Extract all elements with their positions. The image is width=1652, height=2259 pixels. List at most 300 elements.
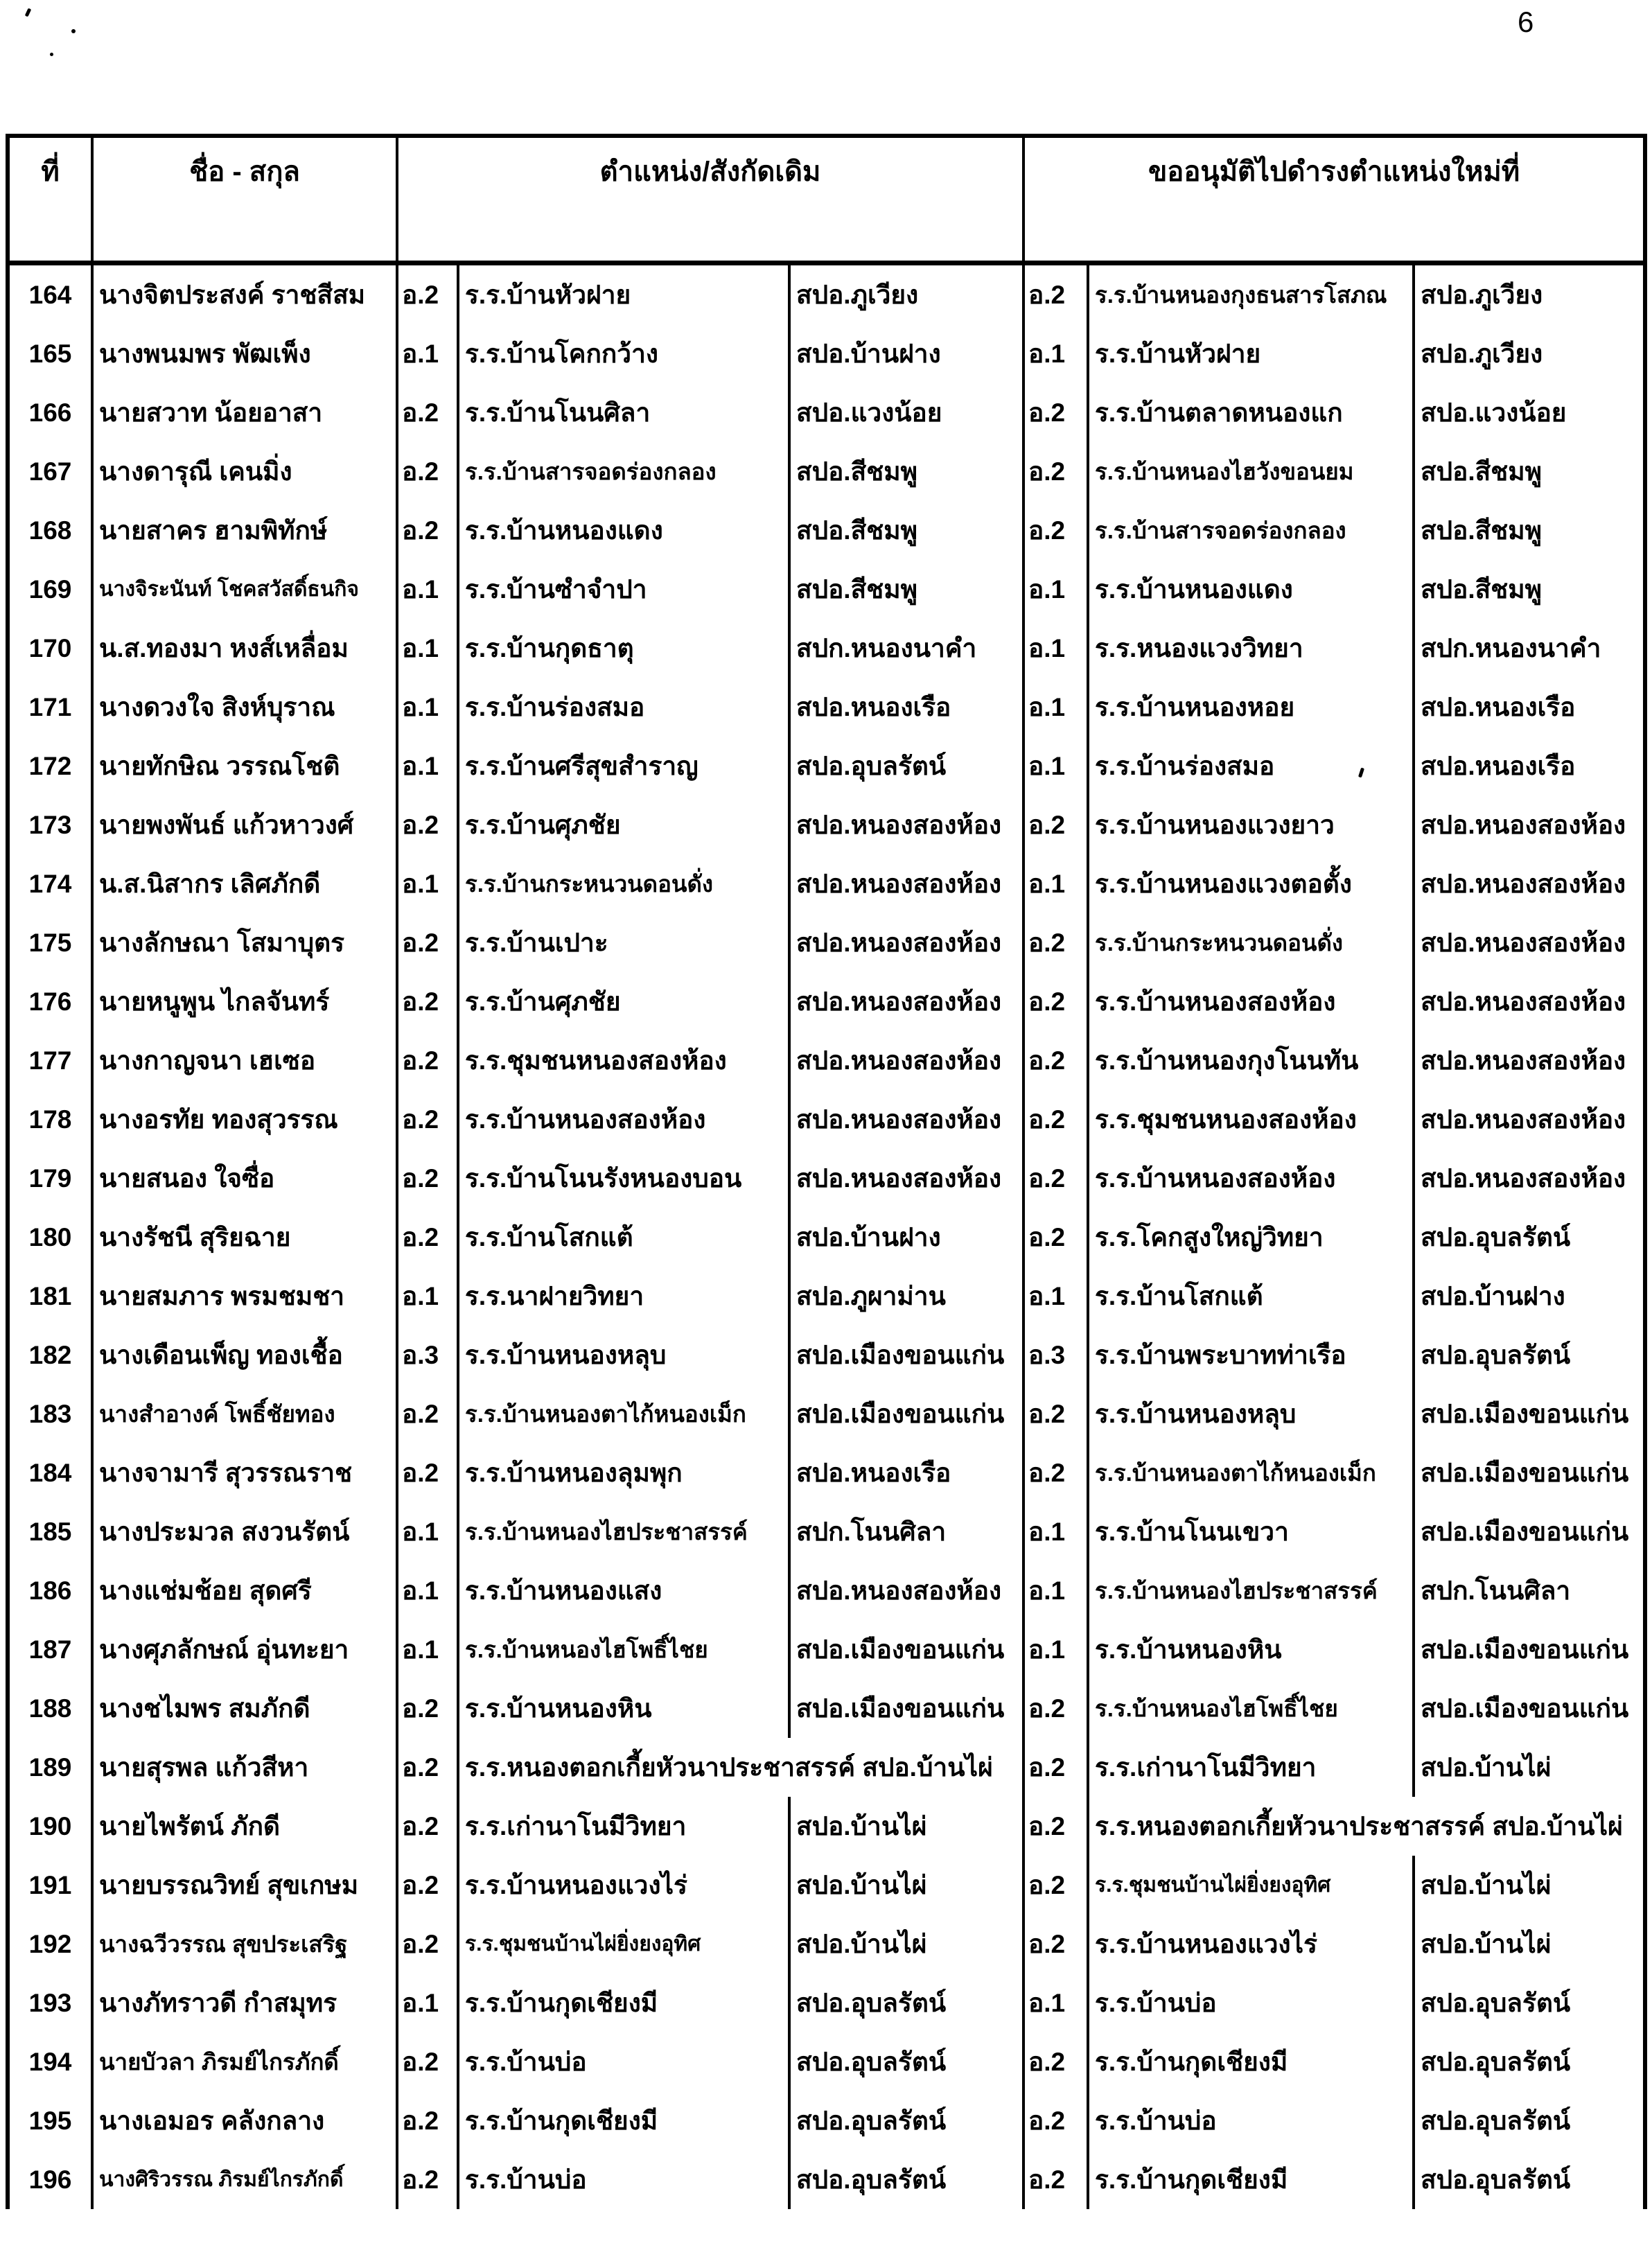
person-name: นางศุภลักษณ์ อุ่นทะยา <box>92 1620 397 1679</box>
new-level: อ.1 <box>1023 324 1088 383</box>
old-level: อ.2 <box>397 2032 458 2091</box>
old-district: สปอ.หนองสองห้อง <box>789 1090 1023 1149</box>
table-row <box>8 1915 1645 1974</box>
person-name: นางดารุณี เคนมิ่ง <box>92 442 397 501</box>
new-school: ร.ร.บ้านหนองหิน <box>1088 1620 1414 1679</box>
row-number: 174 <box>28 869 72 898</box>
new-level: อ.2 <box>1023 1385 1088 1443</box>
old-district: สปอ.หนองสองห้อง <box>789 972 1023 1031</box>
new-school: ร.ร.บ้านหนองไฮโพธิ์ไชย <box>1088 1679 1414 1738</box>
table-row <box>8 972 1645 1031</box>
old-district: สปอ.หนองสองห้อง <box>789 1031 1023 1090</box>
old-school: ร.ร.บ้านร่องสมอ <box>458 678 789 737</box>
new-level: อ.2 <box>1023 1797 1088 1856</box>
old-district: สปอ.เมืองขอนแก่น <box>789 1385 1023 1443</box>
row-number: 180 <box>28 1222 72 1251</box>
table-row <box>8 1797 1645 1856</box>
new-level: อ.1 <box>1023 678 1088 737</box>
new-district: สปอ.หนองเรือ <box>1414 678 1645 737</box>
old-level: อ.1 <box>397 560 458 619</box>
old-school: ร.ร.บ้านกุดเชียงมี <box>458 2091 789 2150</box>
row-number: 169 <box>28 574 72 604</box>
person-name: นางจิตประสงค์ ราชสีสม <box>92 263 397 325</box>
old-school: ร.ร.บ้านกระหนวนดอนดั่ง <box>458 854 789 913</box>
table-row <box>8 263 1645 325</box>
row-number: 187 <box>28 1635 72 1664</box>
new-district: สปอ.เมืองขอนแก่น <box>1414 1502 1645 1561</box>
old-district: สปอ.บ้านไผ่ <box>789 1856 1023 1915</box>
new-level: อ.2 <box>1023 442 1088 501</box>
old-district: สปอ.หนองสองห้อง <box>789 854 1023 913</box>
new-district: สปอ.อุบลรัตน์ <box>1414 2032 1645 2091</box>
new-school: ร.ร.บ้านหนองตาไก้หนองเม็ก <box>1088 1443 1414 1502</box>
row-number: 167 <box>28 457 72 486</box>
new-district: สปอ.เมืองขอนแก่น <box>1414 1385 1645 1443</box>
new-level: อ.2 <box>1023 1443 1088 1502</box>
new-school: ร.ร.เก่านาโนมีวิทยา <box>1088 1738 1414 1797</box>
new-school: ร.ร.บ้านหนองแวงตอตั้ง <box>1088 854 1414 913</box>
table-row <box>8 1679 1645 1738</box>
table-row <box>8 442 1645 501</box>
new-level: อ.2 <box>1023 1208 1088 1267</box>
new-school: ร.ร.บ้านหนองแดง <box>1088 560 1414 619</box>
old-level: อ.2 <box>397 972 458 1031</box>
person-name: นางเดือนเพ็ญ ทองเชื้อ <box>92 1326 397 1385</box>
old-district: สปอ.บ้านไผ่ <box>789 1915 1023 1974</box>
old-level: อ.1 <box>397 324 458 383</box>
new-school-district: ร.ร.หนองตอกเกี้ยหัวนาประชาสรรค์ สปอ.บ้านไผ่ <box>1088 1797 1645 1856</box>
old-district: สปอ.เมืองขอนแก่น <box>789 1326 1023 1385</box>
old-district: สปอ.เมืองขอนแก่น <box>789 1620 1023 1679</box>
old-level: อ.1 <box>397 854 458 913</box>
old-level: อ.2 <box>397 1031 458 1090</box>
old-district: สปอ.เมืองขอนแก่น <box>789 1679 1023 1738</box>
old-level: อ.2 <box>397 1090 458 1149</box>
new-district: สปอ.สีชมพู <box>1414 560 1645 619</box>
old-school: ร.ร.บ้านบ่อ <box>458 2150 789 2209</box>
old-level: อ.1 <box>397 1267 458 1326</box>
person-name: นางลักษณา โสมาบุตร <box>92 913 397 972</box>
old-level: อ.2 <box>397 1443 458 1502</box>
old-level: อ.2 <box>397 2150 458 2209</box>
table-row <box>8 1856 1645 1915</box>
old-district: สปอ.หนองสองห้อง <box>789 796 1023 854</box>
person-name: นายบัวลา ภิรมย์ไกรภักดิ์ <box>92 2032 397 2091</box>
new-school: ร.ร.บ้านสารจอดร่องกลอง <box>1088 501 1414 560</box>
row-number: 168 <box>28 516 72 545</box>
new-school: ร.ร.บ้านตลาดหนองแก <box>1088 383 1414 442</box>
table-row <box>8 1738 1645 1797</box>
new-school: ร.ร.บ้านกุดเชียงมี <box>1088 2150 1414 2209</box>
new-school: ร.ร.บ้านหนองสองห้อง <box>1088 972 1414 1031</box>
new-district: สปอ.หนองเรือ <box>1414 737 1645 796</box>
row-number: 181 <box>28 1281 72 1310</box>
new-level: อ.2 <box>1023 1856 1088 1915</box>
new-level: อ.2 <box>1023 1915 1088 1974</box>
person-name: นายสมภาร พรมชมชา <box>92 1267 397 1326</box>
old-level: อ.2 <box>397 2091 458 2150</box>
table-row <box>8 1443 1645 1502</box>
new-level: อ.2 <box>1023 263 1088 325</box>
old-school: ร.ร.บ้านเปาะ <box>458 913 789 972</box>
new-school: ร.ร.บ้านหนองกุงธนสารโสภณ <box>1088 263 1414 325</box>
table-row <box>8 1502 1645 1561</box>
new-district: สปอ.อุบลรัตน์ <box>1414 1974 1645 2032</box>
old-district: สปอ.หนองสองห้อง <box>789 1561 1023 1620</box>
new-level: อ.2 <box>1023 1738 1088 1797</box>
row-number: 196 <box>28 2165 72 2194</box>
row-number: 175 <box>28 928 72 957</box>
new-district: สปอ.หนองสองห้อง <box>1414 854 1645 913</box>
old-district: สปอ.อุบลรัตน์ <box>789 2150 1023 2209</box>
new-district: สปก.โนนศิลา <box>1414 1561 1645 1620</box>
new-level: อ.2 <box>1023 1679 1088 1738</box>
old-level: อ.2 <box>397 383 458 442</box>
old-level: อ.2 <box>397 1738 458 1797</box>
new-level: อ.1 <box>1023 1502 1088 1561</box>
old-school: ร.ร.บ้านโคกกว้าง <box>458 324 789 383</box>
header-new-position: ขออนุมัติไปดำรงตำแหน่งใหม่ที่ <box>1023 136 1645 263</box>
table-row <box>8 324 1645 383</box>
person-name: นางกาญจนา เฮเซอ <box>92 1031 397 1090</box>
person-name: นายพงพันธ์ แก้วหาวงศ์ <box>92 796 397 854</box>
table-row <box>8 560 1645 619</box>
table-row <box>8 913 1645 972</box>
new-school: ร.ร.บ้านโสกแต้ <box>1088 1267 1414 1326</box>
new-school: ร.ร.บ้านโนนเขวา <box>1088 1502 1414 1561</box>
new-school: ร.ร.บ้านกระหนวนดอนดั่ง <box>1088 913 1414 972</box>
row-number: 183 <box>28 1399 72 1428</box>
table-row <box>8 1267 1645 1326</box>
old-level: อ.2 <box>397 501 458 560</box>
new-school: ร.ร.บ้านร่องสมอ <box>1088 737 1414 796</box>
person-name: นายสุรพล แก้วสีหา <box>92 1738 397 1797</box>
old-school: ร.ร.บ้านโสกแต้ <box>458 1208 789 1267</box>
old-school: ร.ร.บ้านหนองหิน <box>458 1679 789 1738</box>
row-number: 194 <box>28 2047 72 2076</box>
new-school: ร.ร.บ้านหนองกุงโนนทัน <box>1088 1031 1414 1090</box>
person-name: นายสนอง ใจซื่อ <box>92 1149 397 1208</box>
old-school: ร.ร.ชุมชนบ้านไผ่ยิ่งยงอุทิศ <box>458 1915 789 1974</box>
new-district: สปอ.หนองสองห้อง <box>1414 972 1645 1031</box>
new-level: อ.2 <box>1023 1031 1088 1090</box>
table-row <box>8 2150 1645 2209</box>
table-header <box>8 136 1645 263</box>
new-school: ร.ร.บ้านกุดเชียงมี <box>1088 2032 1414 2091</box>
row-number: 170 <box>28 633 72 662</box>
new-school: ร.ร.บ้านบ่อ <box>1088 1974 1414 2032</box>
new-school: ร.ร.ชุมชนบ้านไผ่ยิ่งยงอุทิศ <box>1088 1856 1414 1915</box>
new-district: สปอ.เมืองขอนแก่น <box>1414 1443 1645 1502</box>
person-name: นางจิระนันท์ โชคสวัสดิ์ธนกิจ <box>92 560 397 619</box>
new-school: ร.ร.บ้านหนองไฮวังขอนยม <box>1088 442 1414 501</box>
table-row <box>8 854 1645 913</box>
new-level: อ.2 <box>1023 383 1088 442</box>
person-name: นางรัชนี สุริยฉาย <box>92 1208 397 1267</box>
old-level: อ.2 <box>397 1797 458 1856</box>
table-body <box>8 263 1645 2210</box>
row-number: 185 <box>28 1517 72 1546</box>
old-school: ร.ร.บ้านหนองไฮโพธิ์ไชย <box>458 1620 789 1679</box>
row-number: 193 <box>28 1988 72 2017</box>
row-number: 186 <box>28 1576 72 1605</box>
new-district: สปอ.ภูเวียง <box>1414 263 1645 325</box>
old-level: อ.3 <box>397 1326 458 1385</box>
table-row <box>8 1561 1645 1620</box>
old-school-district: ร.ร.หนองตอกเกี้ยหัวนาประชาสรรค์ สปอ.บ้านไผ่ <box>458 1738 1023 1797</box>
new-level: อ.1 <box>1023 1561 1088 1620</box>
old-district: สปอ.อุบลรัตน์ <box>789 2032 1023 2091</box>
new-district: สปอ.เมืองขอนแก่น <box>1414 1679 1645 1738</box>
new-school: ร.ร.บ้านหนองสองห้อง <box>1088 1149 1414 1208</box>
old-district: สปอ.ภูผาม่าน <box>789 1267 1023 1326</box>
new-school: ร.ร.ชุมชนหนองสองห้อง <box>1088 1090 1414 1149</box>
table-row <box>8 1090 1645 1149</box>
old-district: สปอ.บ้านฝาง <box>789 324 1023 383</box>
new-level: อ.1 <box>1023 560 1088 619</box>
old-school: ร.ร.บ้านหนองหลุบ <box>458 1326 789 1385</box>
old-district: สปก.โนนศิลา <box>789 1502 1023 1561</box>
person-name: นางดวงใจ สิงห์บุราณ <box>92 678 397 737</box>
page-number: 6 <box>1518 6 1534 38</box>
old-level: อ.2 <box>397 913 458 972</box>
old-district: สปอ.หนองสองห้อง <box>789 1149 1023 1208</box>
table-row <box>8 1031 1645 1090</box>
old-district: สปอ.อุบลรัตน์ <box>789 1974 1023 2032</box>
new-district: สปอ.เมืองขอนแก่น <box>1414 1620 1645 1679</box>
old-level: อ.2 <box>397 263 458 325</box>
old-school: ร.ร.เก่านาโนมีวิทยา <box>458 1797 789 1856</box>
person-name: นางเอมอร คลังกลาง <box>92 2091 397 2150</box>
old-school: ร.ร.บ้านหนองตาไก้หนองเม็ก <box>458 1385 789 1443</box>
new-level: อ.2 <box>1023 2032 1088 2091</box>
new-district: สปอ.หนองสองห้อง <box>1414 913 1645 972</box>
person-name: น.ส.นิสากร เลิศภักดี <box>92 854 397 913</box>
table-row <box>8 2091 1645 2150</box>
person-name: นายบรรณวิทย์ สุขเกษม <box>92 1856 397 1915</box>
row-number: 172 <box>28 751 72 780</box>
row-number: 189 <box>28 1752 72 1782</box>
new-school: ร.ร.บ้านหนองไฮประชาสรรค์ <box>1088 1561 1414 1620</box>
person-name: นางอรทัย ทองสุวรรณ <box>92 1090 397 1149</box>
old-school: ร.ร.บ้านกุดธาตุ <box>458 619 789 678</box>
new-district: สปอ.แวงน้อย <box>1414 383 1645 442</box>
old-level: อ.2 <box>397 1679 458 1738</box>
new-level: อ.2 <box>1023 2091 1088 2150</box>
row-number: 173 <box>28 810 72 839</box>
old-school: ร.ร.บ้านกุดเชียงมี <box>458 1974 789 2032</box>
old-district: สปอ.หนองเรือ <box>789 678 1023 737</box>
old-level: อ.1 <box>397 1502 458 1561</box>
new-level: อ.3 <box>1023 1326 1088 1385</box>
new-district: สปอ.อุบลรัตน์ <box>1414 2091 1645 2150</box>
new-school: ร.ร.บ้านหนองหลุบ <box>1088 1385 1414 1443</box>
row-number: 195 <box>28 2106 72 2135</box>
new-level: อ.2 <box>1023 1090 1088 1149</box>
old-level: อ.2 <box>397 1149 458 1208</box>
old-district: สปอ.บ้านไผ่ <box>789 1797 1023 1856</box>
new-district: สปอ.หนองสองห้อง <box>1414 1149 1645 1208</box>
new-district: สปอ.อุบลรัตน์ <box>1414 2150 1645 2209</box>
new-level: อ.1 <box>1023 1620 1088 1679</box>
row-number: 191 <box>28 1870 72 1899</box>
old-district: สปอ.หนองเรือ <box>789 1443 1023 1502</box>
person-name: นางภัทราวดี กำสมุทร <box>92 1974 397 2032</box>
new-school: ร.ร.บ้านหัวฝาย <box>1088 324 1414 383</box>
old-district: สปอ.แวงน้อย <box>789 383 1023 442</box>
old-school: ร.ร.บ้านหัวฝาย <box>458 263 789 325</box>
old-level: อ.1 <box>397 1561 458 1620</box>
new-level: อ.2 <box>1023 2150 1088 2209</box>
new-level: อ.1 <box>1023 1974 1088 2032</box>
new-district: สปอ.หนองสองห้อง <box>1414 1031 1645 1090</box>
old-school: ร.ร.บ้านสารจอดร่องกลอง <box>458 442 789 501</box>
new-district: สปอ.สีชมพู <box>1414 442 1645 501</box>
old-district: สปอ.สีชมพู <box>789 501 1023 560</box>
table-row <box>8 1974 1645 2032</box>
new-district: สปอ.สีชมพู <box>1414 501 1645 560</box>
old-school: ร.ร.ชุมชนหนองสองห้อง <box>458 1031 789 1090</box>
new-district: สปอ.บ้านไผ่ <box>1414 1915 1645 1974</box>
row-number: 190 <box>28 1811 72 1840</box>
person-name: นางฉวีวรรณ สุขประเสริฐ <box>92 1915 397 1974</box>
old-level: อ.1 <box>397 737 458 796</box>
person-name: นายทักษิณ วรรณโชติ <box>92 737 397 796</box>
table-row <box>8 1620 1645 1679</box>
row-number: 177 <box>28 1046 72 1075</box>
old-school: ร.ร.บ้านหนองแสง <box>458 1561 789 1620</box>
table-row <box>8 1208 1645 1267</box>
row-number: 176 <box>28 987 72 1016</box>
row-number: 164 <box>28 280 72 309</box>
old-level: อ.2 <box>397 1208 458 1267</box>
person-name: นายหนูพูน ไกลจันทร์ <box>92 972 397 1031</box>
new-school: ร.ร.บ้านหนองแวงยาว <box>1088 796 1414 854</box>
new-district: สปอ.หนองสองห้อง <box>1414 1090 1645 1149</box>
old-school: ร.ร.บ้านซำจำปา <box>458 560 789 619</box>
old-level: อ.2 <box>397 1915 458 1974</box>
new-level: อ.2 <box>1023 796 1088 854</box>
row-number: 184 <box>28 1458 72 1487</box>
old-level: อ.1 <box>397 619 458 678</box>
table-row <box>8 678 1645 737</box>
new-school: ร.ร.โคกสูงใหญ่วิทยา <box>1088 1208 1414 1267</box>
table-row <box>8 1149 1645 1208</box>
scan-speck <box>25 8 32 17</box>
new-school: ร.ร.หนองแวงวิทยา <box>1088 619 1414 678</box>
old-district: สปก.หนองนาคำ <box>789 619 1023 678</box>
old-level: อ.2 <box>397 442 458 501</box>
header-old-position: ตำแหน่ง/สังกัดเดิม <box>397 136 1023 263</box>
new-district: สปอ.บ้านฝาง <box>1414 1267 1645 1326</box>
person-name: นางประมวล สงวนรัตน์ <box>92 1502 397 1561</box>
table-row <box>8 2032 1645 2091</box>
new-school: ร.ร.บ้านพระบาทท่าเรือ <box>1088 1326 1414 1385</box>
person-name: น.ส.ทองมา หงส์เหลื่อม <box>92 619 397 678</box>
old-district: สปอ.บ้านฝาง <box>789 1208 1023 1267</box>
old-school: ร.ร.บ้านบ่อ <box>458 2032 789 2091</box>
new-district: สปอ.อุบลรัตน์ <box>1414 1208 1645 1267</box>
new-level: อ.2 <box>1023 501 1088 560</box>
row-number: 165 <box>28 339 72 368</box>
header-no: ที่ <box>8 136 92 263</box>
row-number: 192 <box>28 1929 72 1958</box>
row-number: 178 <box>28 1105 72 1134</box>
old-school: ร.ร.บ้านหนองไฮประชาสรรค์ <box>458 1502 789 1561</box>
old-school: ร.ร.นาฝายวิทยา <box>458 1267 789 1326</box>
old-district: สปอ.อุบลรัตน์ <box>789 2091 1023 2150</box>
new-district: สปอ.บ้านไผ่ <box>1414 1738 1645 1797</box>
person-name: นางชไมพร สมภักดี <box>92 1679 397 1738</box>
old-level: อ.1 <box>397 1620 458 1679</box>
table-row <box>8 796 1645 854</box>
new-school: ร.ร.บ้านหนองหอย <box>1088 678 1414 737</box>
header-row <box>8 136 1645 263</box>
old-school: ร.ร.บ้านศรีสุขสำราญ <box>458 737 789 796</box>
row-number: 188 <box>28 1694 72 1723</box>
new-district: สปอ.ภูเวียง <box>1414 324 1645 383</box>
row-number: 166 <box>28 398 72 427</box>
new-district: สปก.หนองนาคำ <box>1414 619 1645 678</box>
new-school: ร.ร.บ้านบ่อ <box>1088 2091 1414 2150</box>
table-row <box>8 383 1645 442</box>
old-district: สปอ.สีชมพู <box>789 442 1023 501</box>
person-name: นางจามารี สุวรรณราช <box>92 1443 397 1502</box>
new-level: อ.1 <box>1023 1267 1088 1326</box>
new-level: อ.2 <box>1023 972 1088 1031</box>
new-school: ร.ร.บ้านหนองแวงไร่ <box>1088 1915 1414 1974</box>
new-level: อ.2 <box>1023 1149 1088 1208</box>
row-number: 182 <box>28 1340 72 1369</box>
table-row <box>8 1385 1645 1443</box>
old-school: ร.ร.บ้านหนองลุมพุก <box>458 1443 789 1502</box>
old-school: ร.ร.บ้านโนนศิลา <box>458 383 789 442</box>
old-level: อ.2 <box>397 1856 458 1915</box>
new-level: อ.1 <box>1023 854 1088 913</box>
old-level: อ.1 <box>397 1974 458 2032</box>
person-name: นายสวาท น้อยอาสา <box>92 383 397 442</box>
old-district: สปอ.สีชมพู <box>789 560 1023 619</box>
old-level: อ.2 <box>397 796 458 854</box>
new-district: สปอ.หนองสองห้อง <box>1414 796 1645 854</box>
new-district: สปอ.อุบลรัตน์ <box>1414 1326 1645 1385</box>
new-level: อ.2 <box>1023 913 1088 972</box>
header-name: ชื่อ - สกุล <box>92 136 397 263</box>
old-school: ร.ร.บ้านศุภชัย <box>458 796 789 854</box>
table-row <box>8 619 1645 678</box>
old-level: อ.2 <box>397 1385 458 1443</box>
scan-speck <box>71 29 76 33</box>
person-name: นางแช่มช้อย สุดศรี <box>92 1561 397 1620</box>
personnel-transfer-table <box>6 134 1647 2209</box>
old-school: ร.ร.บ้านศุภชัย <box>458 972 789 1031</box>
row-number: 171 <box>28 692 72 721</box>
new-district: สปอ.บ้านไผ่ <box>1414 1856 1645 1915</box>
person-name: นางสำอางค์ โพธิ์ชัยทอง <box>92 1385 397 1443</box>
old-school: ร.ร.บ้านโนนรังหนองบอน <box>458 1149 789 1208</box>
scan-speck <box>50 53 53 56</box>
old-district: สปอ.หนองสองห้อง <box>789 913 1023 972</box>
new-level: อ.1 <box>1023 619 1088 678</box>
old-school: ร.ร.บ้านหนองแวงไร่ <box>458 1856 789 1915</box>
old-district: สปอ.ภูเวียง <box>789 263 1023 325</box>
person-name: นายสาคร ฮามพิทักษ์ <box>92 501 397 560</box>
table-row <box>8 1326 1645 1385</box>
new-level: อ.1 <box>1023 737 1088 796</box>
old-school: ร.ร.บ้านหนองแดง <box>458 501 789 560</box>
row-number: 179 <box>28 1163 72 1193</box>
table-row <box>8 737 1645 796</box>
